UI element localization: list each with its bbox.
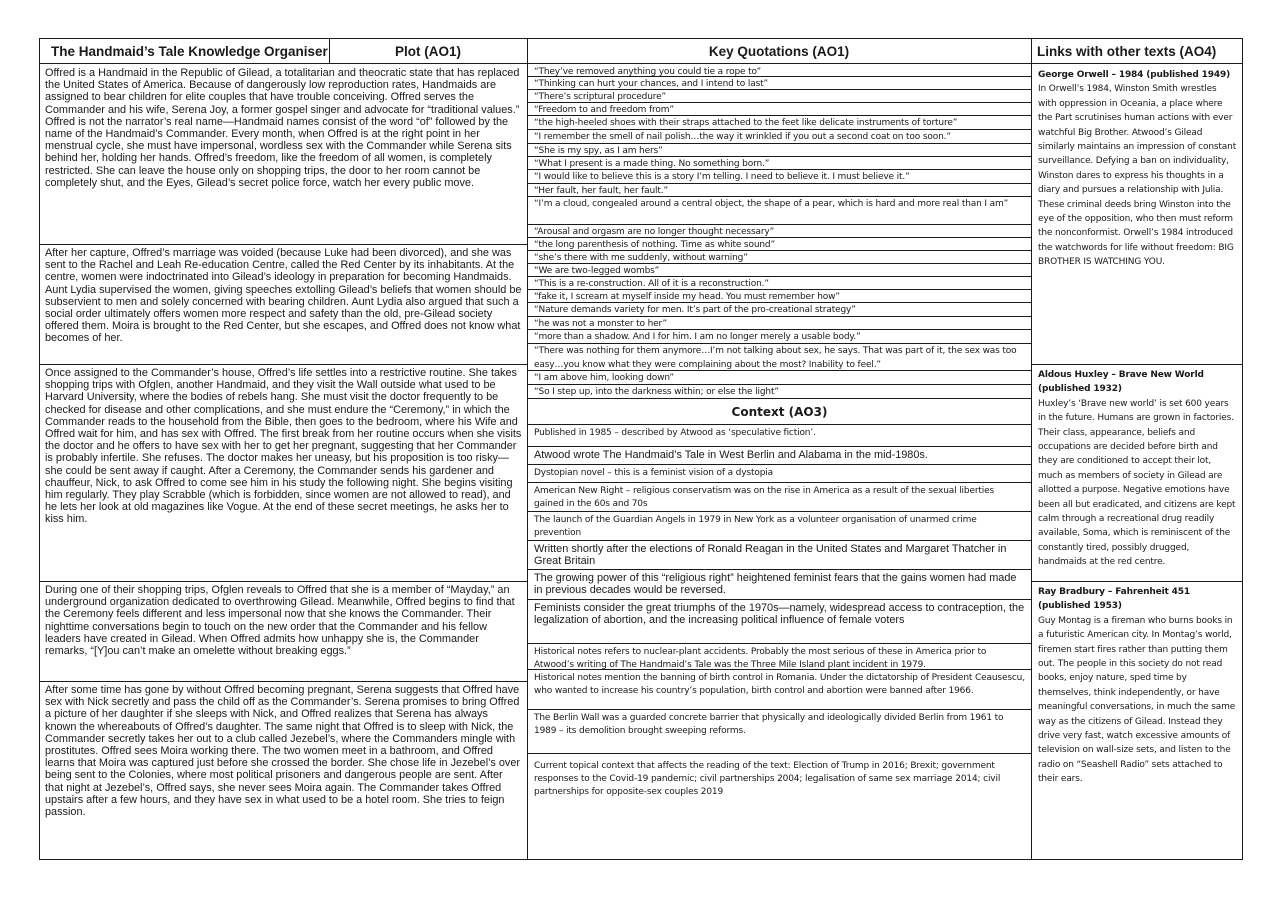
quote-item: “she’s there with me suddenly, without warning” (528, 251, 1031, 264)
quotes-header: Key Quotations (AO1) (527, 39, 1031, 64)
context-item: Written shortly after the elections of Ronald Reagan in the United States and Margaret Thatcher in Great Britain (528, 541, 1031, 570)
quote-item: “Arousal and orgasm are no longer thought necessary” (528, 225, 1031, 238)
plot-paragraph-text: Once assigned to the Commander’s house, Offred’s life settles into a restrictive routine. She takes shopping trips with Ofglen, another Handmaid, and they visit the Wall outside what used to be Harvard University, where the bodies of rebels hang. She must visit the doctor frequently to be checked for disease and other complications, and she must endure the “Ceremony,” in which the Commander reads to the household from the Bible, then goes to the bedroom, where his Wife and Offred wait for him, and has sex with Offred. The first break from her routine occurs when she visits the doctor and he offers to have sex with her to get her pregnant, suggesting that her Commander is probably infertile. She refuses. The doctor makes her uneasy, but his proposition is too risky—she could be sent away if caught. After a Ceremony, the Commander sends his gardener and chauffeur, Nick, to ask Offred to come see him in his study the following night. She begins visiting him regularly. They play Scrabble (which is forbidden, since women are not allowed to read), and he lets her look at old magazines like Vogue. At the end of these secret meetings, he asks her to kiss him. (45, 367, 522, 526)
quote-item: “They’ve removed anything you could tie a rope to” (528, 65, 1031, 77)
quote-item: “I’m a cloud, congealed around a central object, the shape of a pear, which is hard and more real than I am” (528, 197, 1031, 225)
plot-header: Plot (AO1) (329, 39, 527, 64)
quote-item: “We are two-legged wombs” (528, 264, 1031, 277)
links-header: Links with other texts (AO4) (1031, 39, 1243, 64)
context-item: The growing power of this “religious right” heightened feminist fears that the gains women had made in previous decades would be reversed. (528, 570, 1031, 600)
quote-item: “Thinking can hurt your chances, and I intend to last” (528, 77, 1031, 90)
plot-paragraph: Offred is a Handmaid in the Republic of Gilead, a totalitarian and theocratic state that has replaced the United States of America. Because of dangerously low reproduction rates, Handmaids are assigned to bear children for elite couples that have trouble conceiving. Offred serves the Commander and his wife, Serena Joy, a former gospel singer and advocate for “traditional values.” Offred is not the narrator’s real name—Handmaid names consist of the word “of” followed by the name of the Handmaid’s Commander. Every month, when Offred is at the right point in her menstrual cycle, she must have impersonal, wordless sex with the Commander while Serena sits behind her, holding her hands. Offred’s freedom, like the freedom of all women, is completely restricted. She can leave the house only on shopping trips, the door to her room cannot be completely shut, and the Eyes, Gilead’s secret police force, watch her every public move. (40, 65, 527, 245)
plot-paragraph: After her capture, Offred’s marriage was voided (because Luke had been divorced), and she was sent to the Rachel and Leah Re-education Centre, called the Red Center by its inhabitants. At the centre, women were indoctrinated into Gilead’s ideology in preparation for becoming Handmaids. Aunt Lydia supervised the women, giving speeches extolling Gilead’s beliefs that women should be subservient to men and solely concerned with bearing children. Aunt Lydia also argued that such a social order ultimately offers women more respect and safety than the old, pre-Gilead society offered them. Moira is brought to the Red Center, but she escapes, and Offred does not know what becomes of her. (40, 245, 527, 365)
context-item: Feminists consider the great triumphs of the 1970s—namely, widespread access to contraception, the legalization of abortion, and the increasing political influence of female voters (528, 600, 1031, 644)
context-item: Historical notes refers to nuclear-plant accidents. Probably the most serious of these in America prior to Atwood’s writing of The Handmaid’s Tale was the Three Mile Island plant incident in 1979. (528, 644, 1031, 670)
plot-paragraph: During one of their shopping trips, Ofglen reveals to Offred that she is a member of “Mayday,” an underground organization dedicated to overthrowing Gilead. Meanwhile, Offred begins to find that the Ceremony feels different and less impersonal now that she knows the Commander. Their nighttime conversations begin to touch on the new order that the Commander and his fellow leaders have created in Gilead. When Offred admits how unhappy she is, the Commander remarks, “[Y]ou can’t make an omelette without breaking eggs.” (40, 582, 527, 682)
context-item: Published in 1985 – described by Atwood as ‘speculative fiction’. (528, 425, 1031, 447)
link-body: Huxley’s ‘Brave new world’ is set 600 years in the future. Humans are grown in factories. Their class, appearance, beliefs and occupations are decided before birth and they are conditioned to accept their lot, much as members of society in Gilead are allotted a purpose. Negative emotions have been all but eradicated, and citizens are kept calm through a recreational drug readily available, Soma, which is reminiscent of the constantly tired, possibly drugged, handmaids at the red centre. (1038, 398, 1236, 568)
quote-item: “more than a shadow. And I for him. I am no longer merely a usable body.” (528, 330, 1031, 344)
quote-item: “She is my spy, as I am hers” (528, 144, 1031, 157)
context-item: Current topical context that affects the reading of the text: Election of Trump in 2016; Brexit; government responses to the Covid-19 pandemic; civil partnerships 2004; legalisation of same sex marriage 2014; civil partnerships for opposite-sex couples 2019 (534, 761, 1001, 798)
link-body: Guy Montag is a fireman who burns books in a futuristic American city. In Montag’s world, firemen start fires rather than putting them out. The people in this society do not read books, enjoy nature, sped time by themselves, think independently, or have meaningful conversations, in much the same way as the citizens of Gilead. Instead they drive very fast, watch excessive amounts of television on wall-size sets, and listen to the radio on “Seashell Radio” sets attached to their ears. (1038, 615, 1236, 785)
quote-item: “I am above him, looking down” (528, 371, 1031, 385)
link-bradbury (1032, 582, 1243, 860)
context-item: Dystopian novel – this is a feminist vision of a dystopia (528, 465, 1031, 483)
link-title: Aldous Huxley – Brave New World (published 1932) (1038, 370, 1204, 395)
quote-item: “he was not a monster to her” (528, 317, 1031, 330)
quote-item: “There was nothing for them anymore…I’m not talking about sex, he says. That was part of it, the sex was too easy…you know what they were complaining about the most? Inability to feel.” (528, 344, 1031, 371)
link-orwell (1032, 65, 1243, 365)
context-item: Atwood wrote The Handmaid’s Tale in West Berlin and Alabama in the mid-1980s. (528, 447, 1031, 465)
quote-item: “So I step up, into the darkness within; or else the light” (528, 385, 1031, 399)
quote-item: “What I present is a made thing. No something born.” (528, 157, 1031, 170)
quote-item: “the long parenthesis of nothing. Time as white sound” (528, 238, 1031, 251)
context-item: The launch of the Guardian Angels in 1979 in New York as a volunteer organisation of unarmed crime prevention (528, 512, 1031, 541)
knowledge-organiser-sheet (39, 38, 1243, 860)
context-item: The Berlin Wall was a guarded concrete barrier that physically and ideologically divided Berlin from 1961 to 1989 – its demolition brought sweeping reforms. (528, 710, 1031, 754)
quote-item: “I remember the smell of nail polish…the way it wrinkled if you out a second coat on too soon.” (528, 130, 1031, 144)
context-item: Historical notes mention the banning of birth control in Romania. Under the dictatorship of President Ceausescu, who wanted to increase his country’s population, birth control and abortion were banned after 1966. (528, 670, 1031, 710)
link-body: In Orwell’s 1984, Winston Smith wrestles with oppression in Oceania, a place where the Part scrutinises human actions with ever watchful Big Brother. Atwood’s Gilead similarly maintains an impression of constant surveillance. Defying a ban on individuality, Winston dares to express his thoughts in a diary and pursues a relationship with Julia. These criminal deeds bring Winston into the eye of the opposition, who then must reform the nonconformist. Orwell’s 1984 introduced the watchwords for life without freedom: BIG BROTHER IS WATCHING YOU. (1038, 84, 1237, 268)
quote-item: “This is a re-construction. All of it is a reconstruction.” (528, 277, 1031, 290)
plot-paragraph (40, 365, 527, 582)
link-huxley (1032, 365, 1243, 582)
plot-paragraph: After some time has gone by without Offred becoming pregnant, Serena suggests that Offred have sex with Nick secretly and pass the child off as the Commander’s. Serena promises to bring Offred a picture of her daughter if she sleeps with Nick, and Offred realizes that Serena has always known the whereabouts of Offred’s daughter. The same night that Offred is to sleep with Nick, the Commander secretly takes her out to a club called Jezebel’s, where the Commanders mingle with prostitutes. Offred sees Moira working there. The two women meet in a bathroom, and Offred learns that Moira was captured just before she crossed the border. She chose life in Jezebel’s over being sent to the Colonies, where most political prisoners and dangerous people are sent. After that night at Jezebel’s, Offred says, she never sees Moira again. The Commander takes Offred upstairs after a few hours, and they have sex in what used to be a hotel room. She tries to feign passion. (45, 684, 521, 819)
quote-item: “Nature demands variety for men. It’s part of the pro-creational strategy” (528, 303, 1031, 317)
context-header: Context (AO3) (528, 399, 1031, 425)
link-title: George Orwell – 1984 (published 1949) (1038, 70, 1231, 80)
quotes-context-column (528, 65, 1031, 860)
quote-item: “the high-heeled shoes with their straps attached to the feet like delicate instruments of torture” (528, 116, 1031, 130)
context-item: American New Right – religious conservatism was on the rise in America as a result of the sexual liberties gained in the 60s and 70s (528, 483, 1031, 512)
quote-item: “I would like to believe this is a story I’m telling. I need to believe it. I must believe it.” (528, 170, 1031, 184)
link-title: Ray Bradbury – Fahrenheit 451 (published 1953) (1038, 587, 1190, 612)
quote-item: “fake it, I scream at myself inside my head. You must remember how” (528, 290, 1031, 303)
quote-item: “Her fault, her fault, her fault.” (528, 184, 1031, 197)
title-divider (329, 39, 330, 64)
quote-item: “Freedom to and freedom from” (528, 103, 1031, 116)
organiser-title: The Handmaid’s Tale Knowledge Organiser (40, 39, 329, 64)
quote-item: “There’s scriptural procedure” (528, 90, 1031, 103)
